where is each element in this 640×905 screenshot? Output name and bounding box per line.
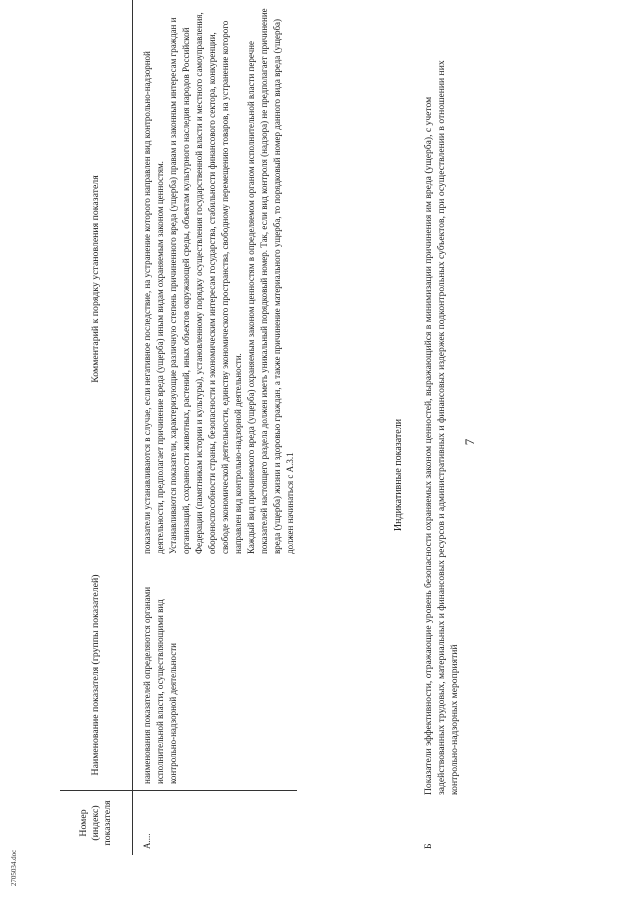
- table-row: [133, 0, 298, 855]
- indicators-section-title: Индикативные показатели: [393, 418, 404, 532]
- row-a-index: А....: [133, 791, 298, 856]
- row-a-comment: [133, 0, 298, 560]
- page-number: 7: [462, 438, 477, 446]
- indicators-table: [60, 0, 297, 855]
- header-index: Номер (индекс) показателя: [60, 791, 133, 856]
- comment-paragraph-1: показатели устанавливаются в случае, если негативное последствие, на устранение которого направлен вид контрольно-надзорной деятельности, предполагает причинение вреда (ущерба) иным видам охраняемым законом ценностям.: [142, 51, 165, 554]
- table-header-row: [60, 0, 133, 855]
- header-name: Наименование показателя (группы показателей): [60, 560, 133, 791]
- indicator-description: Показатели эффективности, отражающие уровень безопасности охраняемых законом ценностей, выражающийся в минимизации причинения им вреда (ущерба), с учетом задействованных трудовых, материальных и финансовых ресурсов и административных и финансовых издержек подконтрольных субъектов, при осуществлении в отношении них контрольно-надзорных мероприятий: [423, 60, 460, 795]
- row-a-name: наименования показателей определяются органами исполнительной власти, осуществляющими вид контрольно-надзорной деятельности: [142, 586, 178, 784]
- header-comment: Комментарий к порядку установления показателя: [60, 0, 133, 560]
- comment-paragraph-3: Каждый вид причиняемого вреда (ущерба) охраняемым законом ценностям в определяемом органом исполнительной власти перечне показателей настоящего раздела должен иметь уникальный порядковый номер. Так, если вид контроля (надзора) не предполагает причинение вреда (ущерба) жизни и здоровью граждан, а также причинение материального ущерба, то порядковый номер данного вида вреда (ущерба) должен начинаться с А.3.1: [246, 8, 295, 554]
- indicator-index: Б: [423, 843, 434, 849]
- document-code: 2705034.doc: [10, 849, 18, 887]
- rotated-page-content: [60, 8, 500, 855]
- comment-paragraph-2: Устанавливаются показатели, характеризующие различную степень причиненного вреда (ущерба) правам и законным интересам граждан и организаций, сохранности животных, растений, иных объектов окружающей среды, объектам культурного наследия народов Российской Федерации (памятникам истории и культуры), установленному порядку осуществления государственной власти и местного самоуправления, обороноспособности страны, безопасности и экономическим интересам государства, стабильности финансового сектора, конкуренции, свободе экономической деятельности, единству экономического пространства, свободному перемещению товаров, на устранение которого направлен вид контрольно-надзорной деятельности.: [168, 12, 243, 554]
